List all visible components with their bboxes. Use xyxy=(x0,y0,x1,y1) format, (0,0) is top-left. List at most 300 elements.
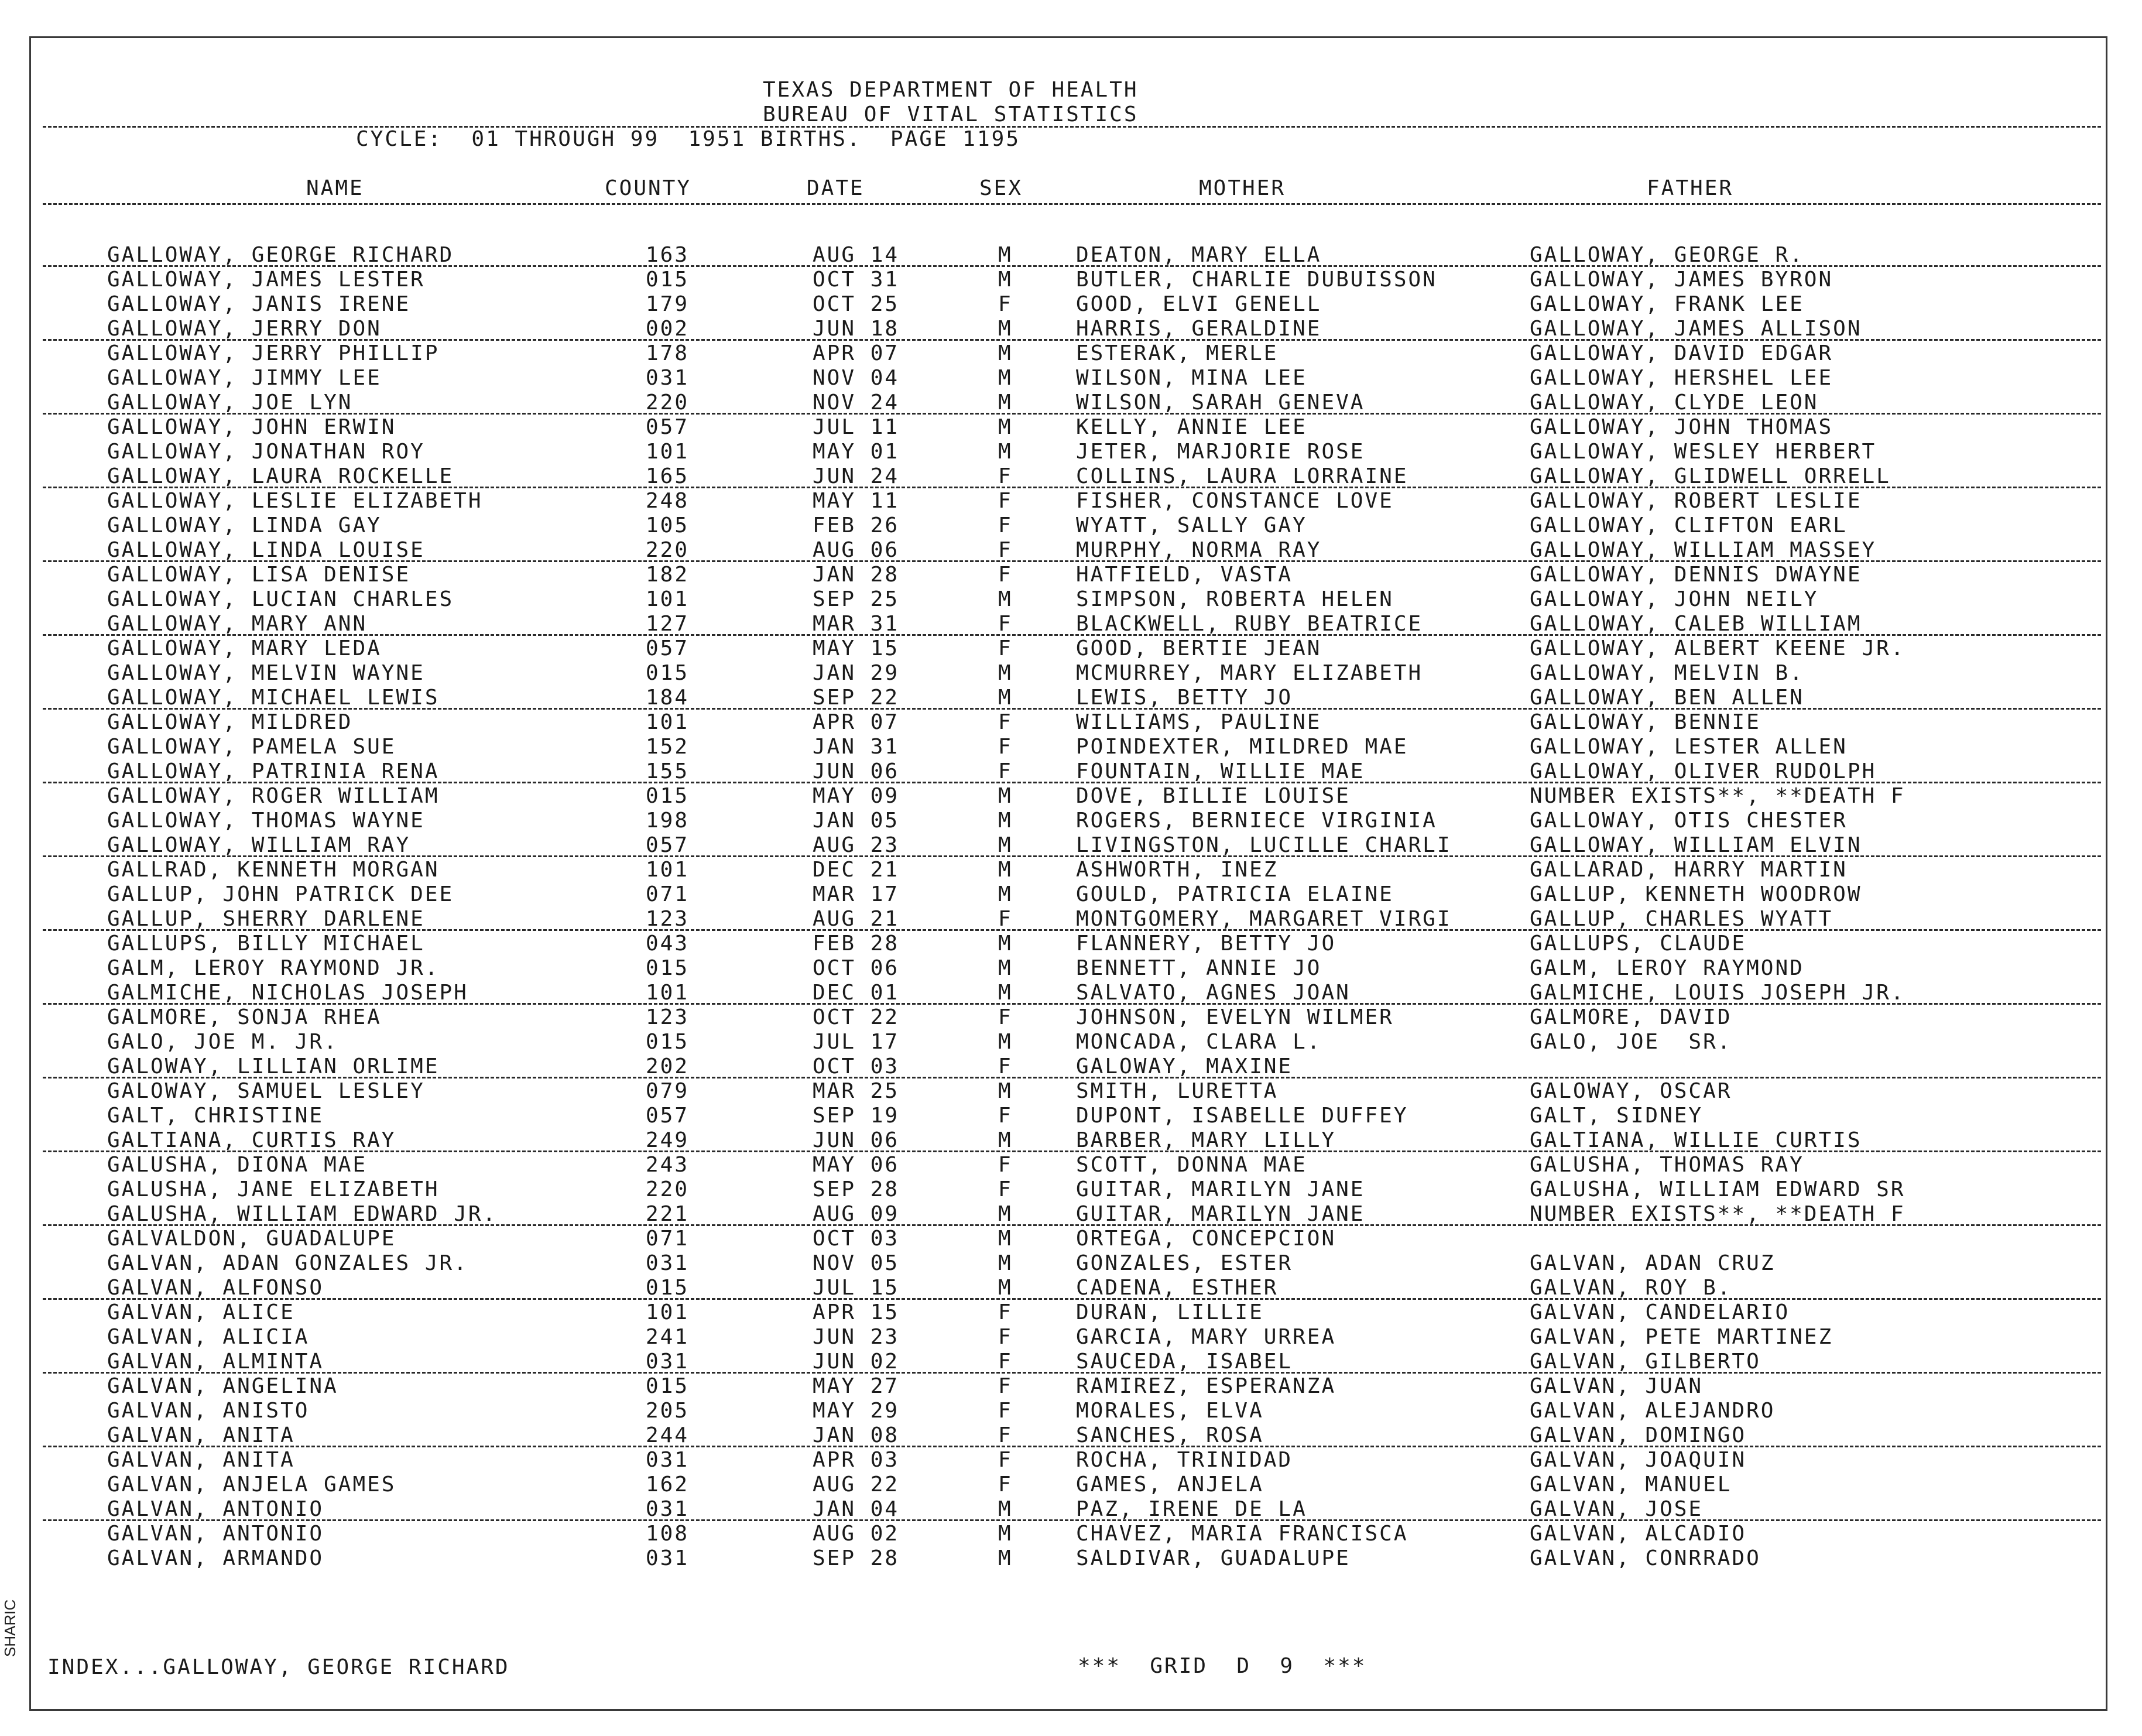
row-divider-line xyxy=(43,1151,2101,1152)
table-row xyxy=(31,513,2106,538)
cell-name: GALLOWAY, PAMELA SUE xyxy=(107,735,396,759)
cell-father: GALLOWAY, CALEB WILLIAM xyxy=(1530,612,1862,636)
cell-date: SEP 22 xyxy=(813,686,900,710)
cell-county: 101 xyxy=(646,981,690,1005)
cell-name: GALVAN, ALFONSO xyxy=(107,1276,324,1300)
cell-date: JAN 28 xyxy=(813,563,900,587)
cell-father: GALVAN, MANUEL xyxy=(1530,1473,1732,1497)
cell-name: GALOWAY, SAMUEL LESLEY xyxy=(107,1079,425,1103)
table-row xyxy=(31,661,2106,686)
table-row xyxy=(31,1202,2106,1227)
cell-name: GALLOWAY, JERRY PHILLIP xyxy=(107,341,440,365)
cell-father: GALLOWAY, WILLIAM ELVIN xyxy=(1530,833,1862,857)
cell-county: 179 xyxy=(646,292,690,316)
cell-father: GALLOWAY, MELVIN B. xyxy=(1530,661,1804,685)
cell-date: MAY 11 xyxy=(813,489,900,513)
cell-mother: GALOWAY, MAXINE xyxy=(1076,1054,1293,1078)
cell-father: GALLOWAY, GLIDWELL ORRELL xyxy=(1530,464,1891,488)
cell-county: 205 xyxy=(646,1399,690,1423)
row-divider-line xyxy=(43,782,2101,783)
divider-line xyxy=(43,203,2101,205)
cell-mother: SALVATO, AGNES JOAN xyxy=(1076,981,1351,1005)
cell-date: MAR 17 xyxy=(813,882,900,906)
cell-mother: SMITH, LURETTA xyxy=(1076,1079,1279,1103)
cell-county: 248 xyxy=(646,489,690,513)
cell-mother: SIMPSON, ROBERTA HELEN xyxy=(1076,587,1394,611)
cell-name: GALVALDON, GUADALUPE xyxy=(107,1227,396,1251)
cell-sex: F xyxy=(998,1374,1013,1398)
table-row xyxy=(31,710,2106,735)
cell-mother: LIVINGSTON, LUCILLE CHARLI xyxy=(1076,833,1452,857)
cell-mother: MURPHY, NORMA RAY xyxy=(1076,538,1322,562)
cell-date: FEB 28 xyxy=(813,932,900,956)
cell-father: GALLUP, KENNETH WOODROW xyxy=(1530,882,1862,906)
table-row xyxy=(31,759,2106,784)
cell-father: GALLARAD, HARRY MARTIN xyxy=(1530,858,1848,882)
cell-father: GALVAN, JUAN xyxy=(1530,1374,1704,1398)
cell-date: NOV 04 xyxy=(813,366,900,390)
cell-county: 031 xyxy=(646,1350,690,1374)
cell-name: GALVAN, ADAN GONZALES JR. xyxy=(107,1251,468,1275)
cell-name: GALVAN, ALICE xyxy=(107,1300,295,1324)
row-divider-line xyxy=(43,1224,2101,1226)
table-row xyxy=(31,1423,2106,1448)
cell-county: 155 xyxy=(646,759,690,783)
cell-name: GALVAN, ANTONIO xyxy=(107,1497,324,1521)
cell-county: 057 xyxy=(646,1104,690,1128)
cell-date: MAR 25 xyxy=(813,1079,900,1103)
cell-county: 015 xyxy=(646,1374,690,1398)
cell-county: 162 xyxy=(646,1473,690,1497)
cell-sex: M xyxy=(998,932,1013,956)
cell-mother: CHAVEZ, MARIA FRANCISCA xyxy=(1076,1522,1408,1546)
table-row xyxy=(31,1300,2106,1325)
cell-mother: SAUCEDA, ISABEL xyxy=(1076,1350,1293,1374)
cell-father: GALVAN, JOAQUIN xyxy=(1530,1448,1747,1472)
cell-father: GALLOWAY, DENNIS DWAYNE xyxy=(1530,563,1862,587)
cell-sex: M xyxy=(998,391,1013,415)
cell-sex: M xyxy=(998,440,1013,464)
cell-county: 057 xyxy=(646,833,690,857)
cell-mother: GUITAR, MARILYN JANE xyxy=(1076,1177,1365,1201)
cell-county: 184 xyxy=(646,686,690,710)
cell-name: GALLOWAY, JANIS IRENE xyxy=(107,292,411,316)
cell-date: SEP 28 xyxy=(813,1546,900,1570)
footer-index: INDEX...GALLOWAY, GEORGE RICHARD xyxy=(47,1655,510,1679)
cell-father: GALLOWAY, OLIVER RUDOLPH xyxy=(1530,759,1877,783)
bureau-title: BUREAU OF VITAL STATISTICS xyxy=(763,102,1139,126)
column-mother: MOTHER xyxy=(1199,176,1286,200)
cell-sex: F xyxy=(998,1104,1013,1128)
cell-county: 071 xyxy=(646,882,690,906)
table-row xyxy=(31,440,2106,464)
cell-county: 182 xyxy=(646,563,690,587)
cell-mother: POINDEXTER, MILDRED MAE xyxy=(1076,735,1408,759)
cell-father: GALVAN, CANDELARIO xyxy=(1530,1300,1790,1324)
table-row xyxy=(31,809,2106,833)
column-sex: SEX xyxy=(979,176,1023,200)
row-divider-line xyxy=(43,634,2101,636)
document-page xyxy=(29,36,2107,1711)
cell-sex: M xyxy=(998,1276,1013,1300)
cell-date: NOV 05 xyxy=(813,1251,900,1275)
cell-mother: WILSON, SARAH GENEVA xyxy=(1076,391,1365,415)
cell-county: 015 xyxy=(646,956,690,980)
cell-name: GALTIANA, CURTIS RAY xyxy=(107,1128,396,1152)
table-row xyxy=(31,1104,2106,1128)
cell-mother: GAMES, ANJELA xyxy=(1076,1473,1264,1497)
cell-date: DEC 01 xyxy=(813,981,900,1005)
cell-date: APR 15 xyxy=(813,1300,900,1324)
cell-mother: BUTLER, CHARLIE DUBUISSON xyxy=(1076,268,1437,292)
table-row xyxy=(31,1005,2106,1030)
cell-date: DEC 21 xyxy=(813,858,900,882)
cell-date: SEP 19 xyxy=(813,1104,900,1128)
cell-father: GALLOWAY, JOHN NEILY xyxy=(1530,587,1819,611)
cell-date: OCT 03 xyxy=(813,1227,900,1251)
cell-county: 152 xyxy=(646,735,690,759)
cell-date: MAY 09 xyxy=(813,784,900,808)
cell-mother: LEWIS, BETTY JO xyxy=(1076,686,1293,710)
cell-date: NOV 24 xyxy=(813,391,900,415)
cell-mother: MONCADA, CLARA L. xyxy=(1076,1030,1322,1054)
row-divider-line xyxy=(43,1077,2101,1078)
cell-date: MAY 27 xyxy=(813,1374,900,1398)
cell-sex: M xyxy=(998,243,1013,267)
cell-father: GALLUPS, CLAUDE xyxy=(1530,932,1747,956)
cell-name: GALVAN, ALMINTA xyxy=(107,1350,324,1374)
cell-date: MAY 15 xyxy=(813,636,900,660)
cell-date: AUG 02 xyxy=(813,1522,900,1546)
cell-father: GALVAN, JOSE xyxy=(1530,1497,1704,1521)
divider-line xyxy=(43,126,2101,128)
cell-date: JUN 24 xyxy=(813,464,900,488)
cell-mother: FISHER, CONSTANCE LOVE xyxy=(1076,489,1394,513)
cell-sex: M xyxy=(998,833,1013,857)
cell-name: GALT, CHRISTINE xyxy=(107,1104,324,1128)
cell-sex: F xyxy=(998,710,1013,734)
table-row xyxy=(31,415,2106,440)
row-divider-line xyxy=(43,855,2101,857)
cell-county: 031 xyxy=(646,1497,690,1521)
cell-date: JAN 08 xyxy=(813,1423,900,1447)
footer-grid: *** GRID D 9 *** xyxy=(1078,1654,1367,1678)
cell-county: 127 xyxy=(646,612,690,636)
agency-title: TEXAS DEPARTMENT OF HEALTH xyxy=(763,78,1139,102)
cell-date: JAN 31 xyxy=(813,735,900,759)
cell-sex: M xyxy=(998,366,1013,390)
cell-sex: M xyxy=(998,858,1013,882)
table-row xyxy=(31,1227,2106,1251)
cell-sex: F xyxy=(998,563,1013,587)
cycle-line: CYCLE: 01 THROUGH 99 1951 BIRTHS. PAGE 1195 xyxy=(356,127,1020,151)
cell-mother: RAMIREZ, ESPERANZA xyxy=(1076,1374,1336,1398)
cell-sex: F xyxy=(998,538,1013,562)
cell-father: GALLOWAY, LESTER ALLEN xyxy=(1530,735,1848,759)
cell-father: GALLOWAY, JAMES BYRON xyxy=(1530,268,1833,292)
cell-father: GALLOWAY, BEN ALLEN xyxy=(1530,686,1804,710)
column-county: COUNTY xyxy=(605,176,692,200)
cell-father: NUMBER EXISTS**, **DEATH F xyxy=(1530,784,1905,808)
cell-name: GALVAN, ARMANDO xyxy=(107,1546,324,1570)
cell-county: 015 xyxy=(646,268,690,292)
cell-father: GALLOWAY, HERSHEL LEE xyxy=(1530,366,1833,390)
table-row xyxy=(31,1374,2106,1399)
cell-mother: PAZ, IRENE DE LA xyxy=(1076,1497,1307,1521)
cell-name: GALLOWAY, JOHN ERWIN xyxy=(107,415,396,439)
cell-father: GALLOWAY, ALBERT KEENE JR. xyxy=(1530,636,1905,660)
table-row xyxy=(31,1079,2106,1104)
cell-father: GALLUP, CHARLES WYATT xyxy=(1530,907,1833,931)
table-row xyxy=(31,563,2106,587)
table-row xyxy=(31,464,2106,489)
cell-county: 031 xyxy=(646,1251,690,1275)
cell-father: GALVAN, ALEJANDRO xyxy=(1530,1399,1776,1423)
cell-father: GALUSHA, WILLIAM EDWARD SR xyxy=(1530,1177,1905,1201)
cell-mother: DEATON, MARY ELLA xyxy=(1076,243,1322,267)
cell-name: GALLOWAY, MICHAEL LEWIS xyxy=(107,686,440,710)
row-divider-line xyxy=(43,1003,2101,1005)
cell-father: GALVAN, ADAN CRUZ xyxy=(1530,1251,1776,1275)
cell-mother: BLACKWELL, RUBY BEATRICE xyxy=(1076,612,1423,636)
cell-county: 015 xyxy=(646,661,690,685)
cell-county: 031 xyxy=(646,366,690,390)
row-divider-line xyxy=(43,1372,2101,1374)
table-row xyxy=(31,1325,2106,1350)
cell-sex: M xyxy=(998,317,1013,341)
cell-father: GALLOWAY, CLIFTON EARL xyxy=(1530,513,1848,537)
cell-date: OCT 22 xyxy=(813,1005,900,1029)
table-row xyxy=(31,932,2106,956)
cell-father: GALUSHA, THOMAS RAY xyxy=(1530,1153,1804,1177)
cell-father: GALVAN, ALCADIO xyxy=(1530,1522,1747,1546)
cell-name: GALLOWAY, THOMAS WAYNE xyxy=(107,809,425,833)
table-row xyxy=(31,292,2106,317)
cell-sex: M xyxy=(998,1522,1013,1546)
cell-father: GALVAN, CONRRADO xyxy=(1530,1546,1761,1570)
table-row xyxy=(31,1128,2106,1153)
table-row xyxy=(31,882,2106,907)
cell-sex: M xyxy=(998,1128,1013,1152)
cell-county: 220 xyxy=(646,538,690,562)
cell-county: 101 xyxy=(646,440,690,464)
table-row xyxy=(31,1473,2106,1497)
cell-date: OCT 06 xyxy=(813,956,900,980)
row-divider-line xyxy=(43,413,2101,415)
cell-name: GALLOWAY, MARY LEDA xyxy=(107,636,382,660)
table-row xyxy=(31,1251,2106,1276)
cell-date: AUG 23 xyxy=(813,833,900,857)
cell-county: 079 xyxy=(646,1079,690,1103)
cell-mother: DOVE, BILLIE LOUISE xyxy=(1076,784,1351,808)
cell-mother: GARCIA, MARY URREA xyxy=(1076,1325,1336,1349)
cell-date: JUN 06 xyxy=(813,1128,900,1152)
cell-date: FEB 26 xyxy=(813,513,900,537)
table-row xyxy=(31,341,2106,366)
cell-father: GALT, SIDNEY xyxy=(1530,1104,1704,1128)
cell-name: GALVAN, ANTONIO xyxy=(107,1522,324,1546)
cell-county: 249 xyxy=(646,1128,690,1152)
cell-mother: ESTERAK, MERLE xyxy=(1076,341,1279,365)
cell-sex: F xyxy=(998,1423,1013,1447)
cell-county: 002 xyxy=(646,317,690,341)
table-row xyxy=(31,489,2106,513)
cell-date: MAR 31 xyxy=(813,612,900,636)
table-row xyxy=(31,391,2106,415)
cell-sex: M xyxy=(998,981,1013,1005)
cell-name: GALLUP, SHERRY DARLENE xyxy=(107,907,425,931)
cell-sex: F xyxy=(998,1473,1013,1497)
cell-sex: M xyxy=(998,1202,1013,1226)
cell-date: JAN 04 xyxy=(813,1497,900,1521)
table-row xyxy=(31,1448,2106,1473)
cell-mother: SCOTT, DONNA MAE xyxy=(1076,1153,1307,1177)
cell-sex: F xyxy=(998,612,1013,636)
cell-name: GALLOWAY, JERRY DON xyxy=(107,317,382,341)
cell-county: 243 xyxy=(646,1153,690,1177)
cell-name: GALLOWAY, MELVIN WAYNE xyxy=(107,661,425,685)
cell-date: AUG 22 xyxy=(813,1473,900,1497)
cell-date: JUN 18 xyxy=(813,317,900,341)
cell-father: GALLOWAY, JAMES ALLISON xyxy=(1530,317,1862,341)
cell-county: 244 xyxy=(646,1423,690,1447)
table-row xyxy=(31,1497,2106,1522)
cell-mother: SALDIVAR, GUADALUPE xyxy=(1076,1546,1351,1570)
table-row xyxy=(31,538,2106,563)
cell-father: GALLOWAY, WESLEY HERBERT xyxy=(1530,440,1877,464)
cell-county: 220 xyxy=(646,391,690,415)
cell-date: AUG 06 xyxy=(813,538,900,562)
table-row xyxy=(31,636,2106,661)
cell-sex: F xyxy=(998,292,1013,316)
cell-county: 071 xyxy=(646,1227,690,1251)
cell-sex: M xyxy=(998,268,1013,292)
table-row xyxy=(31,587,2106,612)
cell-sex: F xyxy=(998,1005,1013,1029)
cell-sex: F xyxy=(998,907,1013,931)
cell-date: AUG 14 xyxy=(813,243,900,267)
cell-date: JUN 02 xyxy=(813,1350,900,1374)
cell-sex: F xyxy=(998,636,1013,660)
cell-name: GALLUPS, BILLY MICHAEL xyxy=(107,932,425,956)
cell-name: GALLOWAY, MARY ANN xyxy=(107,612,368,636)
cell-mother: MORALES, ELVA xyxy=(1076,1399,1264,1423)
cell-county: 178 xyxy=(646,341,690,365)
cell-sex: M xyxy=(998,1227,1013,1251)
cell-mother: WILLIAMS, PAULINE xyxy=(1076,710,1322,734)
cell-county: 163 xyxy=(646,243,690,267)
cell-sex: F xyxy=(998,513,1013,537)
cell-mother: COLLINS, LAURA LORRAINE xyxy=(1076,464,1408,488)
cell-mother: ROGERS, BERNIECE VIRGINIA xyxy=(1076,809,1437,833)
cell-name: GALLOWAY, JAMES LESTER xyxy=(107,268,425,292)
cell-name: GALUSHA, WILLIAM EDWARD JR. xyxy=(107,1202,498,1226)
cell-date: JUL 15 xyxy=(813,1276,900,1300)
table-row xyxy=(31,858,2106,882)
side-label: SHARIC xyxy=(1,1599,19,1657)
cell-name: GALOWAY, LILLIAN ORLIME xyxy=(107,1054,440,1078)
cell-father: GALLOWAY, JOHN THOMAS xyxy=(1530,415,1833,439)
cell-sex: M xyxy=(998,587,1013,611)
table-row xyxy=(31,1030,2106,1054)
cell-county: 015 xyxy=(646,1276,690,1300)
cell-sex: M xyxy=(998,686,1013,710)
cell-mother: JETER, MARJORIE ROSE xyxy=(1076,440,1365,464)
cell-name: GALLOWAY, LINDA GAY xyxy=(107,513,382,537)
cell-father: GALOWAY, OSCAR xyxy=(1530,1079,1732,1103)
table-row xyxy=(31,981,2106,1005)
cell-sex: F xyxy=(998,1177,1013,1201)
cell-sex: F xyxy=(998,489,1013,513)
cell-father: GALLOWAY, GEORGE R. xyxy=(1530,243,1804,267)
cell-name: GALLOWAY, JONATHAN ROY xyxy=(107,440,425,464)
cell-father: GALLOWAY, OTIS CHESTER xyxy=(1530,809,1848,833)
column-father: FATHER xyxy=(1647,176,1734,200)
cell-county: 101 xyxy=(646,710,690,734)
cell-sex: M xyxy=(998,1546,1013,1570)
cell-date: JAN 29 xyxy=(813,661,900,685)
cell-county: 031 xyxy=(646,1448,690,1472)
cell-sex: F xyxy=(998,1300,1013,1324)
table-row xyxy=(31,1276,2106,1300)
cell-sex: M xyxy=(998,1079,1013,1103)
cell-name: GALVAN, ANGELINA xyxy=(107,1374,338,1398)
cell-date: OCT 03 xyxy=(813,1054,900,1078)
cell-father: GALVAN, ROY B. xyxy=(1530,1276,1732,1300)
cell-date: MAY 29 xyxy=(813,1399,900,1423)
cell-date: SEP 28 xyxy=(813,1177,900,1201)
cell-county: 221 xyxy=(646,1202,690,1226)
table-row xyxy=(31,956,2106,981)
cell-mother: GOOD, BERTIE JEAN xyxy=(1076,636,1322,660)
table-row xyxy=(31,735,2106,759)
cell-father: GALMORE, DAVID xyxy=(1530,1005,1732,1029)
cell-sex: M xyxy=(998,1251,1013,1275)
cell-sex: F xyxy=(998,1054,1013,1078)
row-divider-line xyxy=(43,560,2101,562)
cell-mother: ROCHA, TRINIDAD xyxy=(1076,1448,1293,1472)
row-divider-line xyxy=(43,1446,2101,1447)
row-divider-line xyxy=(43,929,2101,931)
cell-father: GALTIANA, WILLIE CURTIS xyxy=(1530,1128,1862,1152)
cell-mother: BENNETT, ANNIE JO xyxy=(1076,956,1322,980)
cell-name: GALMICHE, NICHOLAS JOSEPH xyxy=(107,981,468,1005)
cell-sex: M xyxy=(998,956,1013,980)
cell-father: GALLOWAY, DAVID EDGAR xyxy=(1530,341,1833,365)
cell-date: JAN 05 xyxy=(813,809,900,833)
cell-name: GALLOWAY, LISA DENISE xyxy=(107,563,411,587)
cell-name: GALLOWAY, LUCIAN CHARLES xyxy=(107,587,454,611)
cell-county: 101 xyxy=(646,587,690,611)
cell-sex: F xyxy=(998,1153,1013,1177)
cell-father: GALVAN, GILBERTO xyxy=(1530,1350,1761,1374)
cell-name: GALVAN, ANITA xyxy=(107,1448,295,1472)
cell-name: GALLOWAY, LINDA LOUISE xyxy=(107,538,425,562)
cell-father: GALLOWAY, WILLIAM MASSEY xyxy=(1530,538,1877,562)
cell-county: 108 xyxy=(646,1522,690,1546)
table-row xyxy=(31,1153,2106,1177)
cell-name: GALUSHA, DIONA MAE xyxy=(107,1153,368,1177)
cell-father: GALVAN, DOMINGO xyxy=(1530,1423,1747,1447)
table-row xyxy=(31,1399,2106,1423)
cell-mother: CADENA, ESTHER xyxy=(1076,1276,1279,1300)
column-name: NAME xyxy=(306,176,364,200)
cell-mother: ORTEGA, CONCEPCION xyxy=(1076,1227,1336,1251)
cell-sex: F xyxy=(998,1350,1013,1374)
cell-name: GALLOWAY, GEORGE RICHARD xyxy=(107,243,454,267)
cell-county: 101 xyxy=(646,858,690,882)
cell-mother: DURAN, LILLIE xyxy=(1076,1300,1264,1324)
